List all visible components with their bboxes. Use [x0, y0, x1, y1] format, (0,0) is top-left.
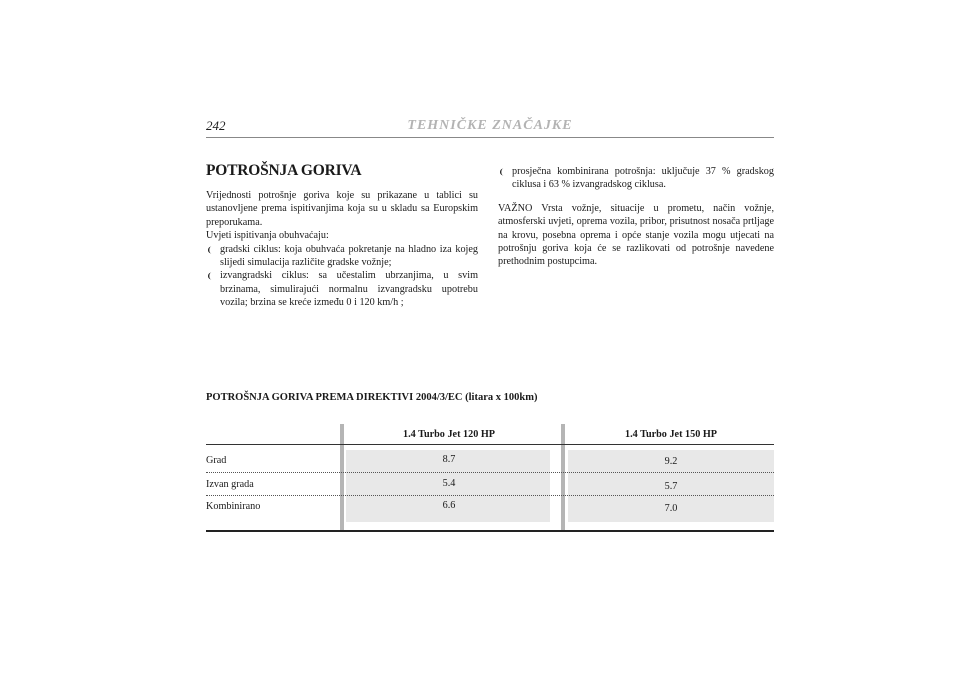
bullet-urban-cycle [206, 243, 478, 270]
value-grad-150hp: 9.2 [664, 456, 678, 467]
column-header-120hp: 1.4 Turbo Jet 120 HP [403, 429, 495, 440]
table-title: POTROŠNJA GORIVA PREMA DIREKTIVI 2004/3/EC (litara x 100km) [206, 392, 538, 403]
chapter-title: TEHNIČKE ZNAČAJKE [407, 118, 573, 133]
value-kombinirano-150hp: 7.0 [664, 503, 678, 514]
conditions-label: Uvjeti ispitivanja obuhvaćaju: [206, 230, 329, 242]
header-rule [206, 137, 774, 138]
section-title: POTROŠNJA GORIVA [206, 162, 362, 179]
header-rule [206, 444, 774, 445]
bullet-combined-consumption [498, 165, 774, 192]
bullet-icon [206, 272, 213, 280]
row-label-kombinirano: Kombinirano [206, 501, 261, 512]
row-label-izvan-grada: Izvan grada [206, 479, 254, 490]
row-label-grad: Grad [206, 455, 227, 466]
column-divider [340, 424, 344, 530]
column-divider [561, 424, 565, 530]
bullet-icon [206, 246, 213, 254]
value-grad-120hp: 8.7 [442, 454, 456, 465]
page-header [206, 118, 774, 138]
text-column-left [206, 162, 478, 310]
bullet-text: izvangradski ciklus: sa učestalim ubrzanjima, u svim brzinama, simulirajući normalnu izvangradsku upotrebu vozila; brzina se kreće između 0 i 120 km/h ; [220, 270, 478, 309]
bullet-text: prosječna kombinirana potrošnja: uključuje 37 % gradskog ciklusa i 63 % izvangradskog ciklusa. [512, 166, 774, 191]
bullet-icon [498, 168, 505, 176]
text-column-right [498, 165, 774, 269]
row-separator [206, 495, 774, 496]
row-separator [206, 472, 774, 473]
important-note: VAŽNO Vrsta vožnje, situacije u prometu, način vožnje, atmosferski uvjeti, oprema vozila, pribor, prisutnost nosača prtljage na krovu, posebna oprema i opće stanje vozila mogu utjecati na potrošnju goriva koja će se razlikovati od potrošnje navedene prethodnim postupcima. [498, 202, 774, 268]
value-izvan-grada-150hp: 5.7 [664, 481, 678, 492]
value-kombinirano-120hp: 6.6 [442, 500, 456, 511]
bullet-text: gradski ciklus: koja obuhvaća pokretanje na hladno iza kojeg slijedi simulacija različite gradske vožnje; [220, 243, 478, 269]
intro-paragraph: Vrijednosti potrošnje goriva koje su prikazane u tablici su ustanovljene prema ispitivanjima koja su u skladu sa Europskim preporukama. [206, 190, 478, 228]
table-bottom-rule [206, 530, 774, 532]
bullet-extraurban-cycle [206, 269, 478, 309]
fuel-consumption-table [206, 424, 774, 532]
value-izvan-grada-120hp: 5.4 [442, 478, 456, 489]
column-header-150hp: 1.4 Turbo Jet 150 HP [625, 429, 717, 440]
page-number: 242 [206, 118, 226, 133]
